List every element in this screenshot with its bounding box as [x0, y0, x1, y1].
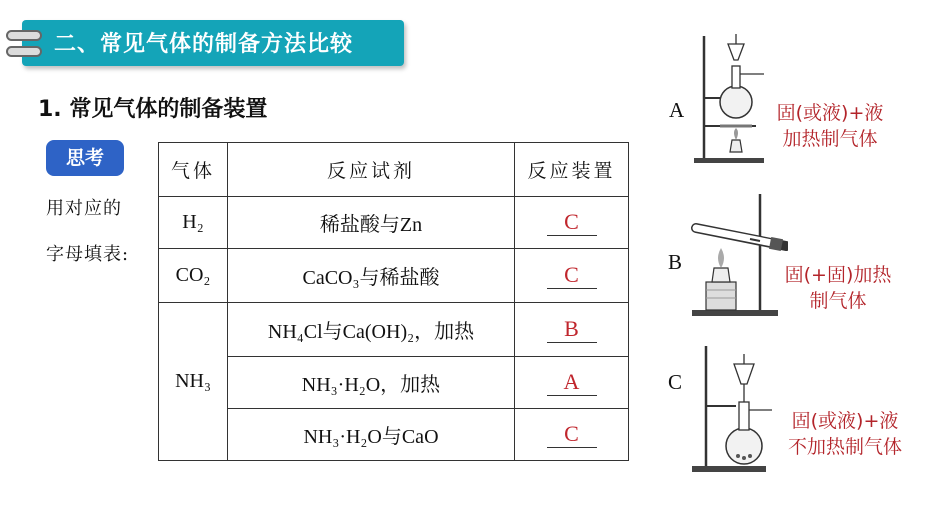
section-banner [22, 20, 404, 66]
apparatus-a-caption-line2: 加热制气体 [782, 128, 878, 150]
binder-ring-icon [6, 30, 42, 41]
reagent-cell: NH₃·H₂O，加热 [228, 357, 515, 409]
apparatus-a-label: A [669, 98, 685, 122]
reagent-cell: NH₃·H₂O与CaO [228, 409, 515, 461]
answer-cell [515, 197, 629, 249]
apparatus-c-caption-line1: 固(或液)+液 [791, 410, 899, 432]
gas-cell: H₂ [159, 197, 228, 249]
reagent-cell: NH₄Cl与Ca(OH)₂，加热 [228, 303, 515, 357]
apparatus-b-caption-line1: 固(+固)加热 [784, 264, 892, 286]
header-gas: 气体 [159, 143, 228, 197]
gas-cell: NH₃ [159, 303, 228, 461]
table-row [159, 303, 629, 357]
binder-ring-icon [6, 46, 42, 57]
answer-value: B [547, 316, 597, 343]
side-note-line2: 字母填表: [46, 244, 130, 265]
answer-value: A [547, 369, 597, 396]
section-title: 二、常见气体的制备方法比较 [54, 32, 354, 57]
table-row [159, 409, 629, 461]
header-reagent: 反应试剂 [228, 143, 515, 197]
answer-cell [515, 357, 629, 409]
apparatus-c-label: C [668, 370, 683, 394]
gas-cell: CO₂ [159, 249, 228, 303]
apparatus-a-caption [760, 100, 900, 152]
side-note-line1: 用对应的 [46, 198, 122, 219]
apparatus-a-caption-line1: 固(或液)+液 [776, 102, 884, 124]
apparatus-b-label: B [668, 250, 683, 274]
reagent-cell: CaCO₃与稀盐酸 [228, 249, 515, 303]
answer-value: C [547, 262, 597, 289]
apparatus-c-caption-line2: 不加热制气体 [787, 436, 902, 458]
table-row [159, 249, 629, 303]
apparatus-c-flask-funnel-icon [688, 342, 778, 476]
subtitle: 1. 常见气体的制备装置 [38, 97, 268, 122]
table-row [159, 357, 629, 409]
reagent-cell: 稀盐酸与Zn [228, 197, 515, 249]
header-apparatus: 反应装置 [515, 143, 629, 197]
answer-value: C [547, 421, 597, 448]
answer-value: C [547, 209, 597, 236]
apparatus-a-heated-flask-icon [690, 30, 770, 170]
gas-preparation-table [158, 142, 629, 461]
apparatus-b-caption [768, 262, 908, 314]
apparatus-c-caption [770, 408, 920, 460]
answer-cell [515, 249, 629, 303]
think-badge: 思考 [46, 140, 124, 176]
answer-cell [515, 303, 629, 357]
table-row [159, 197, 629, 249]
apparatus-b-caption-line2: 制气体 [809, 290, 867, 312]
answer-cell [515, 409, 629, 461]
